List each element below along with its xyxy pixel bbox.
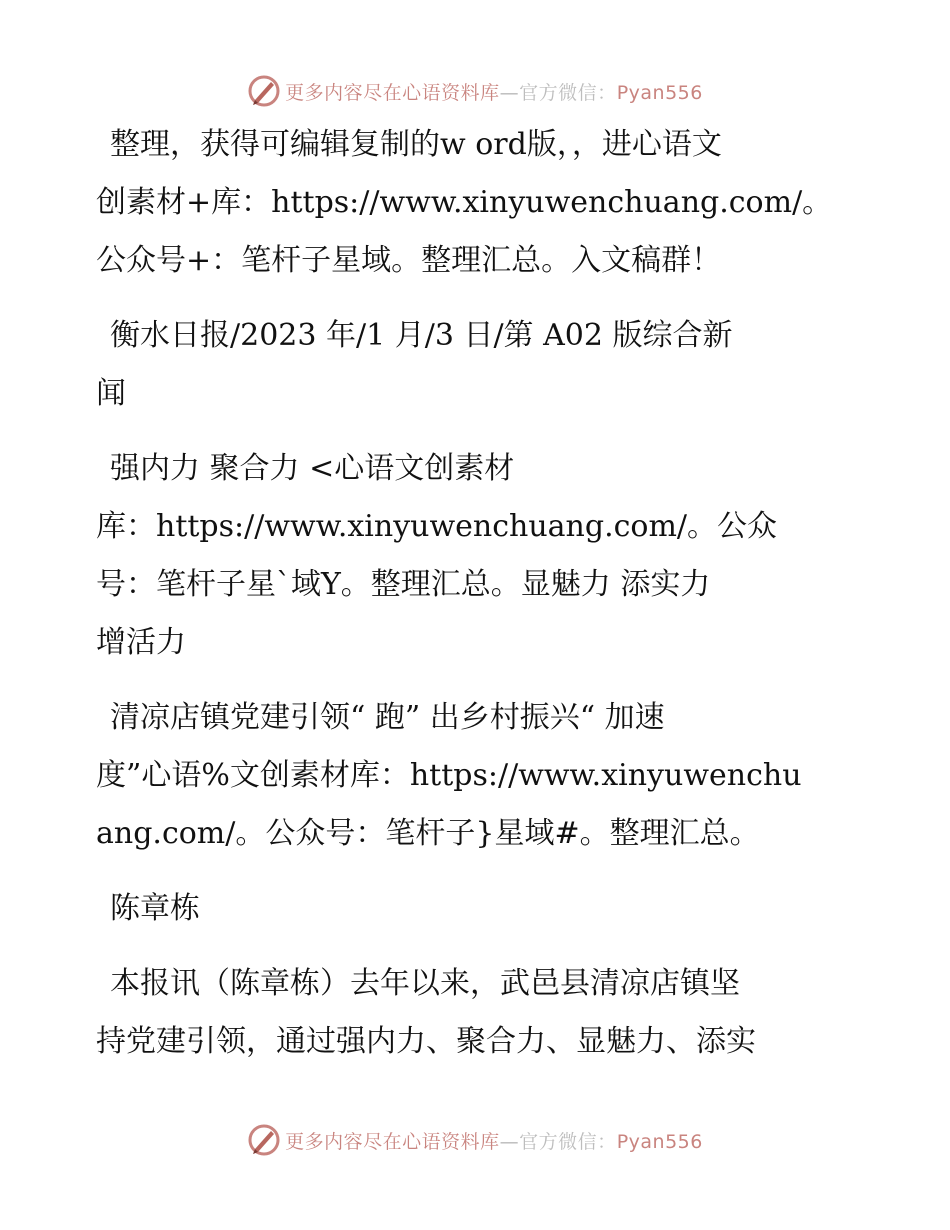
text-line: 整理，获得可编辑复制的w ord版，，进心语文	[110, 127, 722, 162]
footer-watermark	[0, 1120, 950, 1160]
paragraph	[96, 116, 856, 290]
paragraph	[96, 307, 856, 423]
text-line: 创素材+库：https://www.xinyuwenchuang.com/。	[96, 185, 833, 220]
text-line: 衡水日报/2023 年/1 月/3 日/第 A02 版综合新	[110, 318, 733, 353]
text-line: 闻	[96, 376, 126, 411]
watermark-text: 更多内容尽在心语资料库—官方微信：Pyan556	[285, 1130, 703, 1153]
text-line: 增活力	[96, 625, 186, 660]
document-body	[96, 116, 856, 1071]
text-line: 度”心语%文创素材库：https://www.xinyuwenchu	[96, 758, 802, 793]
text-line: 公众号+：笔杆子星域。整理汇总。入文稿群！	[96, 243, 722, 278]
text-line: 清凉店镇党建引领“ 跑” 出乡村振兴“ 加速	[110, 700, 665, 735]
text-line: ang.com/。公众号：笔杆子}星域#。整理汇总。	[96, 816, 760, 851]
text-line: 持党建引领，通过强内力、聚合力、显魅力、添实	[96, 1024, 756, 1059]
paragraph	[96, 440, 856, 672]
paragraph	[96, 955, 856, 1071]
paragraph	[96, 880, 856, 938]
text-line: 号：笔杆子星`域Y。整理汇总。显魅力 添实力	[96, 567, 711, 602]
paragraph	[96, 689, 856, 863]
header-watermark	[0, 71, 950, 111]
text-line: 本报讯（陈章栋）去年以来，武邑县清凉店镇坚	[110, 966, 740, 1001]
text-line: 陈章栋	[110, 891, 200, 926]
text-line: 库：https://www.xinyuwenchuang.com/。公众	[96, 509, 778, 544]
pen-circle-logo-icon	[247, 1123, 281, 1157]
pen-circle-logo-icon	[247, 74, 281, 108]
text-line: 强内力 聚合力 <心语文创素材	[110, 451, 515, 486]
watermark-text: 更多内容尽在心语资料库—官方微信：Pyan556	[285, 81, 703, 104]
